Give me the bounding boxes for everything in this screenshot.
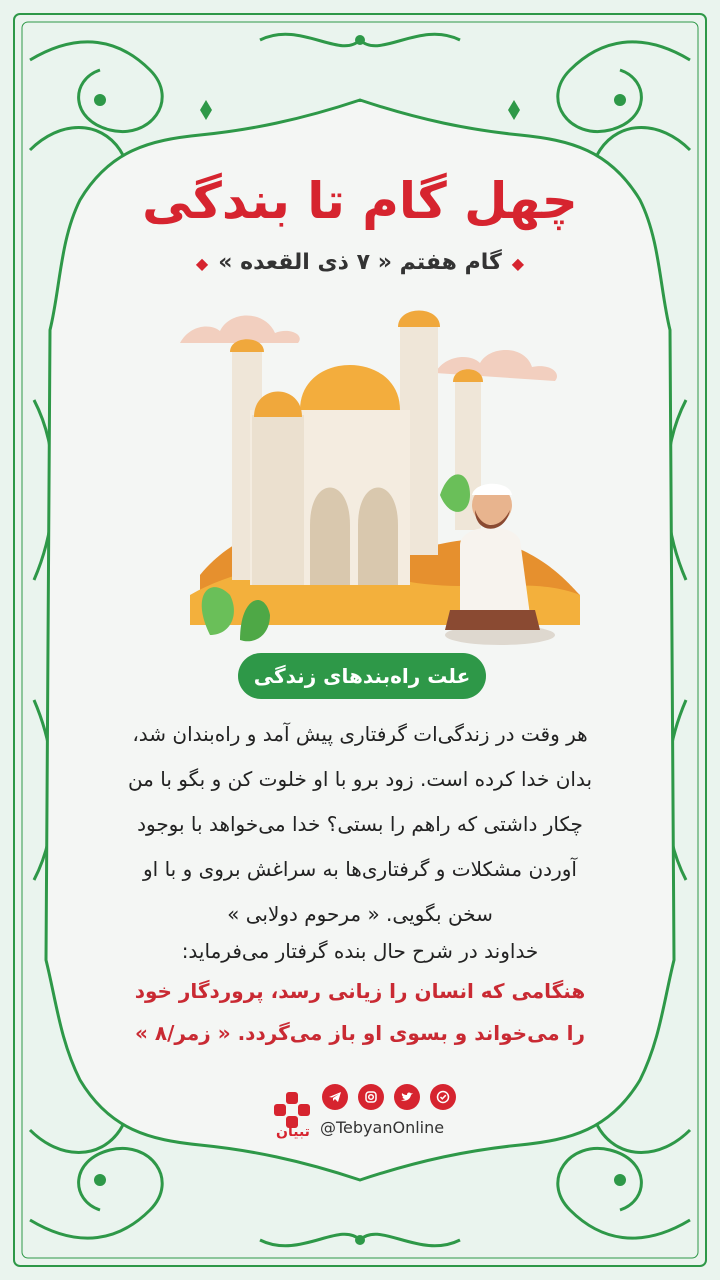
page-subtitle: [0, 250, 720, 275]
quote-text: [80, 712, 640, 937]
logo-text: تبیان: [276, 1124, 310, 1140]
quote-line: سخن بگویی. « مرحوم دولابی »: [227, 902, 493, 926]
social-handle[interactable]: @TebyanOnline: [320, 1118, 445, 1137]
section-title-pill: علت راه‌بندهای زندگی: [238, 653, 486, 699]
subtitle-text: گام هفتم « ۷ ذی القعده »: [218, 250, 502, 275]
verse-text: [80, 970, 640, 1054]
verified-icon[interactable]: [430, 1084, 456, 1110]
telegram-icon[interactable]: [322, 1084, 348, 1110]
quote-line: چکار داشتی که راهم را بستی؟ خدا می‌خواهد با بوجود: [137, 812, 583, 836]
verse-line: را می‌خواند و بسوی او باز می‌گردد. « زمر/۸ »: [134, 1021, 586, 1045]
verse-line: هنگامی که انسان را زیانی رسد، پروردگار خود: [134, 979, 586, 1003]
instagram-icon[interactable]: [358, 1084, 384, 1110]
quote-line: آوردن مشکلات و گرفتاری‌ها به سراغش بروی و با او: [143, 857, 577, 881]
mosque-illustration: [170, 295, 590, 660]
social-icons: [322, 1084, 456, 1110]
quote-line: هر وقت در زندگی‌ات گرفتاری پیش آمد و راه‌بندان شد،: [132, 722, 588, 746]
lead-text: خداوند در شرح حال بنده گرفتار می‌فرماید:: [181, 939, 539, 963]
footer: [270, 1078, 470, 1148]
twitter-icon[interactable]: [394, 1084, 420, 1110]
diamond-icon: ◆: [195, 253, 209, 273]
diamond-icon: ◆: [511, 253, 525, 273]
quote-line: بدان خدا کرده است. زود برو با او خلوت کن و بگو با من: [127, 767, 593, 791]
page-title: چهل گام تا بندگی: [142, 172, 578, 230]
